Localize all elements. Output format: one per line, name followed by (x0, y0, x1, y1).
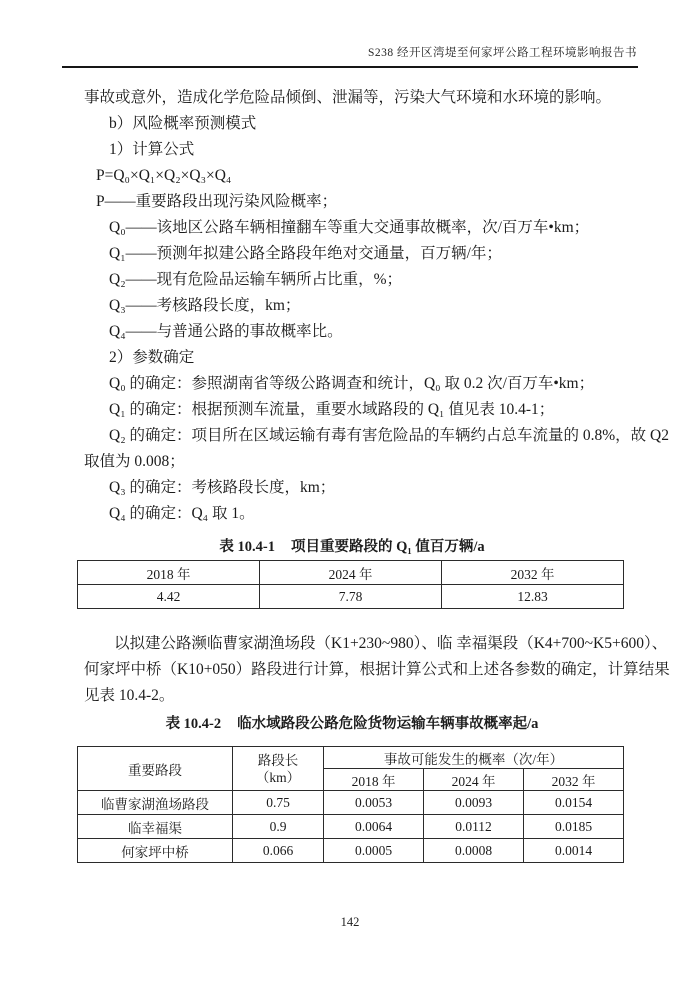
table-10-4-1 (77, 560, 624, 609)
table1-value-2018: 4.42 (78, 585, 260, 609)
table-row (78, 839, 624, 863)
table1-header-2032: 2032 年 (442, 561, 624, 585)
header-rule (62, 66, 638, 68)
table-10-4-2 (77, 746, 624, 863)
table2-r2-2018: 0.0064 (324, 815, 424, 839)
definition-p: P——重要路段出现污染风险概率； (96, 193, 338, 210)
table2-r2-segment: 临幸福渠 (78, 815, 233, 839)
table1-value-2024: 7.78 (260, 585, 442, 609)
table-header-row (78, 747, 624, 769)
table1-value-2032: 12.83 (442, 585, 624, 609)
table1-header-2018: 2018 年 (78, 561, 260, 585)
table-10-4-2-caption (76, 711, 628, 737)
param-q1: Q₁ 的确定：根据预测车流量，重要水域路段的 Q₁ 值见表 10.4-1； (109, 401, 555, 418)
table2-r3-2018: 0.0005 (324, 839, 424, 863)
definition-q4: Q₄——与普通公路的事故概率比。 (109, 323, 343, 340)
definition-q1: Q₁——预测年拟建公路全路段年绝对交通量，百万辆/年； (109, 245, 502, 262)
body-line: 见表 10.4-2。 (84, 687, 175, 704)
table1-header-2024: 2024 年 (260, 561, 442, 585)
table-10-4-2-caption-label: 表 10.4-2 (165, 716, 222, 732)
page-number: 142 (340, 915, 360, 929)
table-10-4-1-caption-title: 项目重要路段的 Q₁ 值百万辆/a (290, 539, 485, 555)
table2-header-length-line2: （km） (255, 769, 301, 785)
table2-header-probability-group: 事故可能发生的概率（次/年） (324, 747, 624, 769)
table2-r3-length: 0.066 (233, 839, 324, 863)
table-10-4-2-caption-title: 临水域路段公路危险货物运输车辆事故概率起/a (237, 716, 539, 732)
param-q0: Q₀ 的确定：参照湖南省等级公路调查和统计，Q₀ 取 0.2 次/百万车•km； (109, 375, 595, 392)
section-heading-1: 1）计算公式 (109, 141, 195, 158)
body-line: 何家坪中桥（K10+050）路段进行计算，根据计算公式和上述各参数的确定，计算结果 (84, 661, 670, 678)
table2-r1-2024: 0.0093 (424, 791, 524, 815)
body-line: 以拟建公路濒临曹家湖渔场段（K1+230~980）、临 幸福渠段（K4+700~K5+600）、 (114, 635, 668, 652)
param-q3: Q₃ 的确定：考核路段长度，km； (109, 479, 336, 496)
body-line: 事故或意外，造成化学危险品倾倒、泄漏等，污染大气环境和水环境的影响。 (84, 89, 612, 106)
table2-header-length-line1: 路段长 (257, 752, 299, 768)
section-heading-b: b）风险概率预测模式 (109, 115, 257, 132)
table-row (78, 815, 624, 839)
table-row (78, 791, 624, 815)
section-heading-2: 2）参数确定 (109, 349, 195, 366)
definition-q3: Q₃——考核路段长度，km； (109, 297, 301, 314)
table2-r2-2024: 0.0112 (424, 815, 524, 839)
table2-r2-length: 0.9 (233, 815, 324, 839)
table2-header-length (233, 747, 324, 791)
param-q2: Q₂ 的确定：项目所在区域运输有毒有害危险品的车辆约占总车流量的 0.8%，故 Q2 (109, 427, 669, 444)
table2-header-segment: 重要路段 (78, 747, 233, 791)
table2-r3-segment: 何家坪中桥 (78, 839, 233, 863)
running-header: S238 经开区湾堤至何家坪公路工程环境影响报告书 (367, 47, 637, 59)
formula-line: P=Q₀×Q₁×Q₂×Q₃×Q₄ (96, 167, 232, 184)
table2-r1-2018: 0.0053 (324, 791, 424, 815)
table-10-4-1-caption (76, 534, 628, 560)
table2-header-2032: 2032 年 (524, 769, 624, 791)
table2-r3-2024: 0.0008 (424, 839, 524, 863)
table2-header-2024: 2024 年 (424, 769, 524, 791)
table2-r2-2032: 0.0185 (524, 815, 624, 839)
paragraph-calculation (76, 631, 670, 709)
table2-r3-2032: 0.0014 (524, 839, 624, 863)
param-q2-cont: 取值为 0.008； (84, 453, 185, 470)
definition-q2: Q₂——现有危险品运输车辆所占比重，%； (109, 271, 403, 288)
table-10-4-1-caption-label: 表 10.4-1 (219, 539, 275, 555)
page-body (76, 85, 670, 863)
table-row (78, 561, 624, 585)
table2-r1-length: 0.75 (233, 791, 324, 815)
table2-r1-2032: 0.0154 (524, 791, 624, 815)
table2-header-2018: 2018 年 (324, 769, 424, 791)
definition-q0: Q₀——该地区公路车辆相撞翻车等重大交通事故概率，次/百万车•km； (109, 219, 590, 236)
param-q4: Q₄ 的确定：Q₄ 取 1。 (109, 505, 255, 522)
table2-r1-segment: 临曹家湖渔场路段 (78, 791, 233, 815)
table-row (78, 585, 624, 609)
